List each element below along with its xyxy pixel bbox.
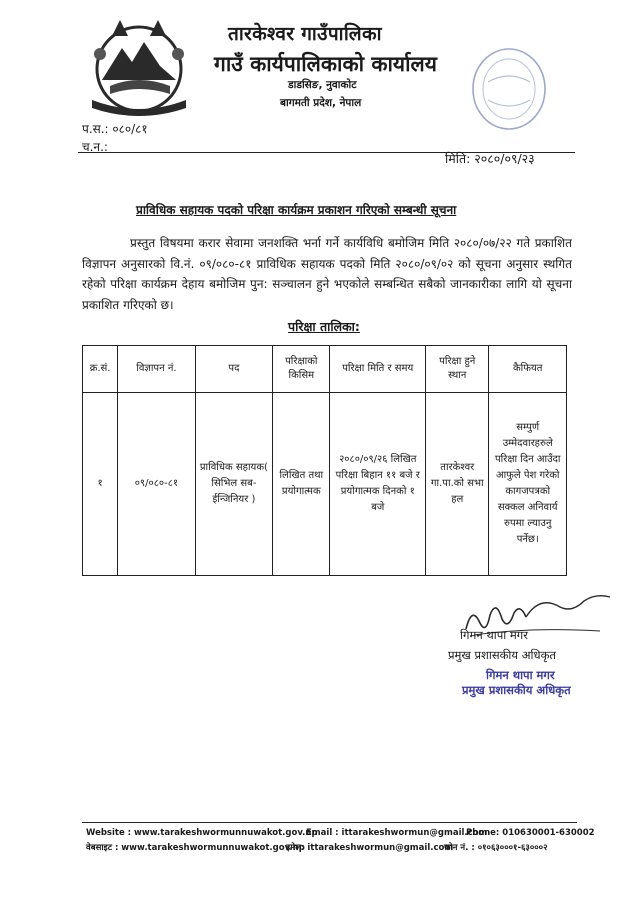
office-address-line-2: बागमती प्रदेश, नेपाल xyxy=(280,97,362,109)
footer-divider xyxy=(82,822,577,823)
column-header: कैफियत xyxy=(489,346,567,393)
office-name-line-2: गाउँ कार्यपालिकाको कार्यालय xyxy=(214,52,437,76)
table-cell: ०९/०८०-८१ xyxy=(118,393,195,576)
government-emblem-icon xyxy=(80,14,198,116)
footer-english-line xyxy=(86,828,595,838)
table-cell: प्राविधिक सहायक( सिभिल सब-ईन्जिनियर ) xyxy=(195,393,272,576)
column-header: परिक्षाको किसिम xyxy=(273,346,330,393)
signatory-title: प्रमुख प्रशासकीय अधिकृत xyxy=(448,648,556,662)
notice-body: प्रस्तुत विषयमा करार सेवामा जनशक्ति भर्ना गर्ने कार्यविधि बमोजिम मिति २०८०/०७/२२ गते प्रकाशित विज्ञापन अनुसारको वि.नं. ०९/०८०-८१ प्राविधिक सहायक पदको मिति २०८०/०९/०२ को सूचना अनुसार स्थगित रहेको परिक्षा कार्यक्रम देहाय बमोजिम पुन: सञ्चालन हुने भएकोले सम्बन्धित सबैको जानकारीका लागि यो सूचना प्रकाशित गरिएको छ। xyxy=(82,236,572,312)
letter-reference-number: प.स.: ०८०/८१ xyxy=(82,122,148,136)
table-cell: १ xyxy=(83,393,118,576)
footer-nepali-line xyxy=(86,842,548,853)
column-header: क्र.सं. xyxy=(83,346,118,393)
signatory-name: गिमन थापा मगर xyxy=(460,628,528,642)
office-address-line-1: डाडसिङ, नुवाकोट xyxy=(288,79,357,91)
office-stamp-icon xyxy=(470,46,548,132)
table-cell: तारकेश्वर गा.पा.को सभा हल xyxy=(426,393,489,576)
dispatch-number: च.न.: xyxy=(82,140,108,154)
column-header: विज्ञापन नं. xyxy=(118,346,195,393)
exam-schedule-table xyxy=(82,345,567,576)
column-header: पद xyxy=(195,346,272,393)
name-stamp: गिमन थापा मगर xyxy=(486,668,555,682)
footer-phone: Phone: 010630001-630002 xyxy=(466,828,595,838)
footer-email-nepali[interactable]: इमेल: ittarakeshwormun@gmail.com xyxy=(286,843,454,853)
title-stamp: प्रमुख प्रशासकीय अधिकृत xyxy=(462,683,571,697)
exam-table-title: परिक्षा तालिका: xyxy=(288,319,360,334)
office-name-line-1: तारकेश्वर गाउँपालिका xyxy=(228,23,382,45)
footer-website[interactable]: Website : www.tarakeshwormunnuwakot.gov.np xyxy=(86,828,318,838)
letter-date: मिति: २०८०/०९/२३ xyxy=(445,151,535,166)
table-cell: लिखित तथा प्रयोगात्मक xyxy=(273,393,330,576)
table-cell: २०८०/०९/२६ लिखित परिक्षा बिहान ११ बजे र प्रयोगात्मक दिनको १ बजे xyxy=(330,393,426,576)
notice-subject: प्राविधिक सहायक पदको परिक्षा कार्यक्रम प्रकाशन गरिएको सम्बन्धी सूचना xyxy=(136,203,457,217)
footer-website-nepali[interactable]: वेबसाइट : www.tarakeshwormunnuwakot.gov.np xyxy=(86,843,305,853)
footer-phone-nepali: फोन नं. : ०१०६३०००१-६३०००२ xyxy=(444,843,548,853)
table-cell: सम्पुर्ण उम्मेदवारहरुले परिक्षा दिन आउँदा आफुले पेश गरेको कागजपत्रको सक्कल अनिवार्य रुपमा ल्याउनु पर्नेछ। xyxy=(489,393,567,576)
table-row xyxy=(83,393,567,576)
footer-email[interactable]: Email : ittarakeshwormun@gmail.com xyxy=(306,828,488,838)
column-header: परिक्षा मिति र समय xyxy=(330,346,426,393)
column-header: परिक्षा हुने स्थान xyxy=(426,346,489,393)
table-header-row xyxy=(83,346,567,393)
